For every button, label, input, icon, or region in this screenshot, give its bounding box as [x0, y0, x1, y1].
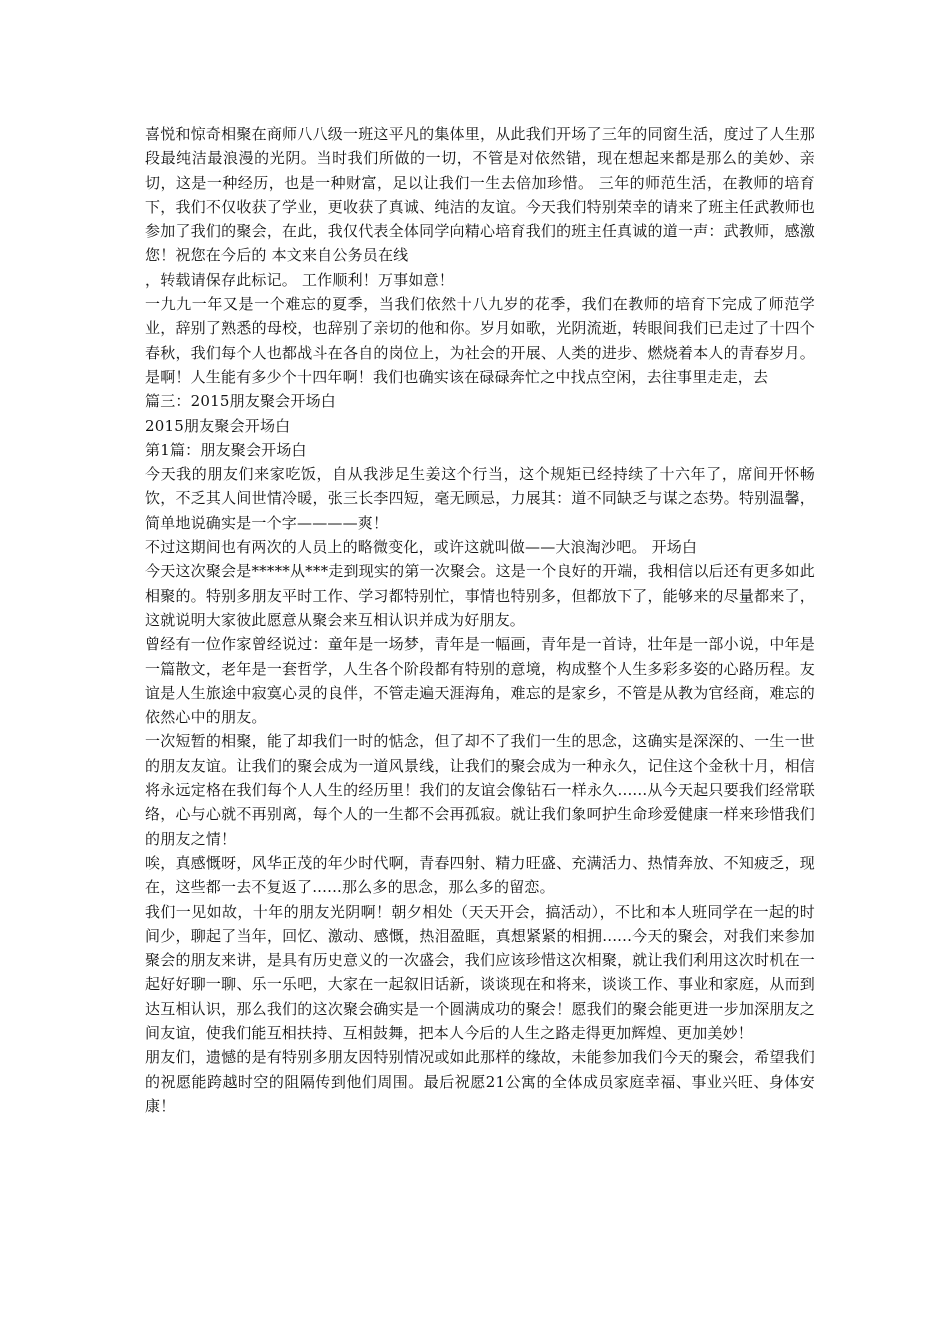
- paragraph-first-gathering: 今天这次聚会是*****从***走到现实的第一次聚会。这是一个良好的开端，我相信以后还有更多如此相聚的。特别多朋友平时工作、学习都特别忙，事情也特别多，但都放下了，能够来的尽量都来了，这就说明大家彼此愿意从聚会来互相认识并成为好朋友。: [145, 562, 815, 629]
- document-page: [145, 122, 815, 1118]
- paragraph-dinner: 今天我的朋友们来家吃饭，自从我涉足生姜这个行当，这个规矩已经持续了十六年了，席间开怀畅饮，不乏其人间世情冷暖，张三长李四短，毫无顾忌，力展其：道不同缺乏与谋之态势。特别温馨，简单地说确实是一个字————爽！: [145, 465, 815, 532]
- paragraph-brief-gathering: 一次短暂的相聚，能了却我们一时的惦念，但了却不了我们一生的思念，这确实是深深的、一生一世的朋友友谊。让我们的聚会成为一道风景线，让我们的聚会成为一种永久，记住这个金秋十月，相信将永远定格在我们每个人人生的经历里！我们的友谊会像钻石一样永久......从今天起只要我们经常联络，心与心就不再别离，每个人的一生都不会再孤寂。就让我们象呵护生命珍爱健康一样来珍惜我们的朋友之情！: [145, 732, 815, 848]
- paragraph-ten-years: 我们一见如故，十年的朋友光阴啊！朝夕相处（天天开会，搞活动），不比和本人班同学在一起的时间少，聊起了当年，回忆、激动、感慨，热泪盈眶，真想紧紧的相拥......今天的聚会，对我们来参加聚会的朋友来讲，是具有历史意义的一次盛会，我们应该珍惜这次相聚，就让我们利用这次时机在一起好好聊一聊、乐一乐吧，大家在一起叙旧话新，谈谈现在和将来，谈谈工作、事业和家庭，从而到达互相认识，那么我们的这次聚会确实是一个圆满成功的聚会！愿我们的聚会能更进一步加深朋友之间友谊，使我们能互相扶持、互相鼓舞，把本人今后的人生之路走得更加辉煌、更加美妙！: [145, 902, 815, 1042]
- paragraph-summer-1991: 一九九一年又是一个难忘的夏季，当我们依然十八九岁的花季，我们在教师的培育下完成了师范学业，辞别了熟悉的母校，也辞别了亲切的他和你。岁月如歌，光阴流逝，转眼间我们已走过了十四个春秋，我们每个人也都战斗在各自的岗位上，为社会的开展、人类的进步、燃烧着本人的青春岁月。是啊！人生能有多少个十四年啊！我们也确实该在碌碌奔忙之中找点空闲，去往事里走走，去: [145, 295, 815, 386]
- paragraph-reprint-note: ，转载请保存此标记。 工作顺利！万事如意！: [145, 270, 454, 289]
- paragraph-reunion-intro: 喜悦和惊奇相聚在商师八八级一班这平凡的集体里，从此我们开场了三年的同窗生活，度过了人生那段最纯洁最浪漫的光阴。当时我们所做的一切，不管是对依然错，现在想起来都是那么的美妙、亲切，这是一种经历，也是一种财富，足以让我们一生去倍加珍惜。 三年的师范生活，在教师的培育下，我们不仅收获了学业，更收获了真诚、纯洁的友谊。今天我们特别荣幸的请来了班主任武教师也参加了我们的聚会，在此，我仅代表全体同学向精心培育我们的班主任真诚的道一声：武教师，感激您！祝您在今后的 本文来自公务员在线: [145, 125, 815, 265]
- paragraph-youth: 唉，真感慨呀，风华正茂的年少时代啊，青春四射、精力旺盛、充满活力、热情奔放、不知疲乏，现在，这些都一去不复返了......那么多的思念，那么多的留恋。: [145, 853, 815, 897]
- section-heading-part-three: 篇三：2015朋友聚会开场白: [145, 392, 336, 411]
- section-title: 2015朋友聚会开场白: [145, 416, 291, 435]
- paragraph-changes: 不过这期间也有两次的人员上的略微变化，或许这就叫做——大浪淘沙吧。 开场白: [145, 538, 698, 557]
- subsection-title: 第1篇：朋友聚会开场白: [145, 440, 307, 459]
- paragraph-writer-quote: 曾经有一位作家曾经说过：童年是一场梦，青年是一幅画，青年是一首诗，壮年是一部小说，中年是一篇散文，老年是一套哲学，人生各个阶段都有特别的意境，构成整个人生多彩多姿的心路历程。友谊是人生旅途中寂寞心灵的良伴，不管走遍天涯海角，难忘的是家乡，不管是从教为官经商，难忘的依然心中的朋友。: [145, 635, 815, 727]
- paragraph-closing-wishes: 朋友们，遗憾的是有特别多朋友因特别情况或如此那样的缘故，未能参加我们今天的聚会，希望我们的祝愿能跨越时空的阻隔传到他们周围。最后祝愿21公寓的全体成员家庭幸福、事业兴旺、身体安康！: [145, 1048, 815, 1115]
